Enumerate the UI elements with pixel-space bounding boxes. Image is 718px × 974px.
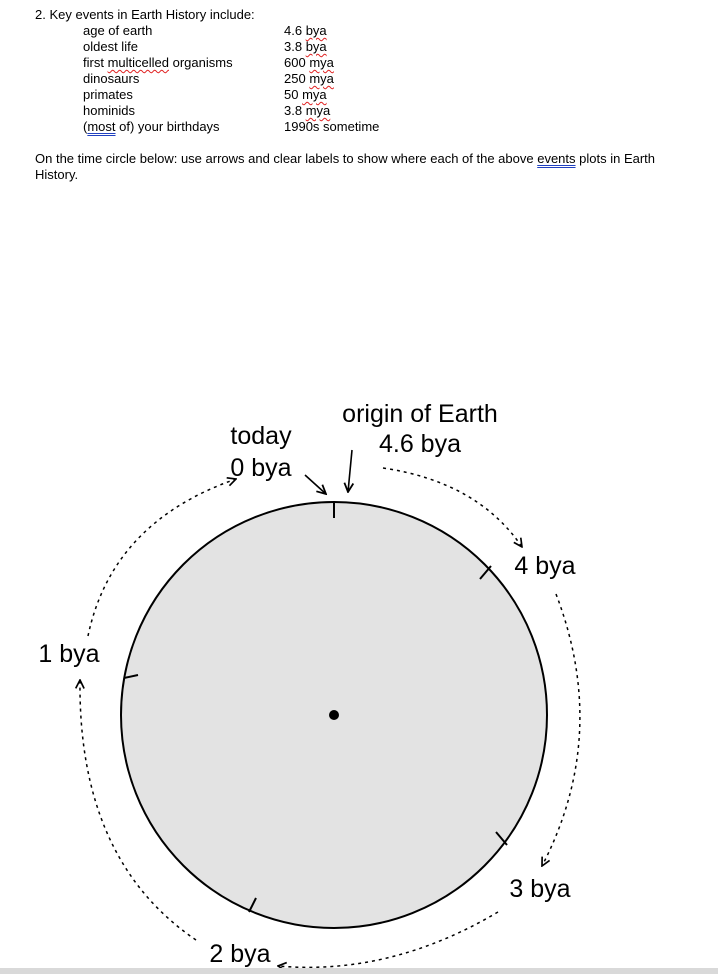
label-4-bya: 4 bya xyxy=(514,552,576,580)
event-name-part: ( xyxy=(83,119,88,134)
event-name-part: of) your birthdays xyxy=(115,119,220,134)
event-name-part: oldest life xyxy=(83,39,138,54)
label-3-bya: 3 bya xyxy=(509,875,571,903)
origin-label: origin of Earth xyxy=(342,400,498,428)
event-name-part: primates xyxy=(83,87,133,102)
event-time: 250 mya xyxy=(284,71,334,86)
instructions-part: events xyxy=(537,151,576,166)
event-time: 3.8 bya xyxy=(284,39,327,54)
today-pointer-arrow xyxy=(305,475,326,494)
event-name-part: dinosaurs xyxy=(83,71,140,86)
event-time: 4.6 bya xyxy=(284,23,327,38)
event-time: 3.8 mya xyxy=(284,103,331,118)
instructions-part: On the time circle below: use arrows and clear labels to show where each of the above xyxy=(35,151,538,166)
circle-center-dot xyxy=(329,710,339,720)
event-name-part: hominids xyxy=(83,103,136,118)
event-name-part: age of earth xyxy=(83,23,153,38)
today-time-label: 0 bya xyxy=(230,454,292,482)
page-bottom-edge xyxy=(0,968,718,974)
question-heading: 2. Key events in Earth History include: xyxy=(35,7,255,22)
today-label: today xyxy=(230,422,292,450)
instructions-part: plots in Earth History. xyxy=(35,151,656,182)
origin-pointer-arrow xyxy=(348,450,352,492)
event-name-part: multicelled xyxy=(107,55,169,70)
origin-time-label: 4.6 bya xyxy=(378,430,462,458)
event-name-part: organisms xyxy=(168,55,233,70)
event-name-part: first xyxy=(83,55,108,70)
event-name-part: most xyxy=(87,119,116,134)
event-time: 1990s sometime xyxy=(284,119,380,134)
label-1-bya: 1 bya xyxy=(38,640,100,668)
event-time: 600 mya xyxy=(284,55,334,70)
dashed-arrow-to-3-bya xyxy=(542,594,580,866)
event-time: 50 mya xyxy=(284,87,327,102)
label-2-bya: 2 bya xyxy=(209,940,271,968)
